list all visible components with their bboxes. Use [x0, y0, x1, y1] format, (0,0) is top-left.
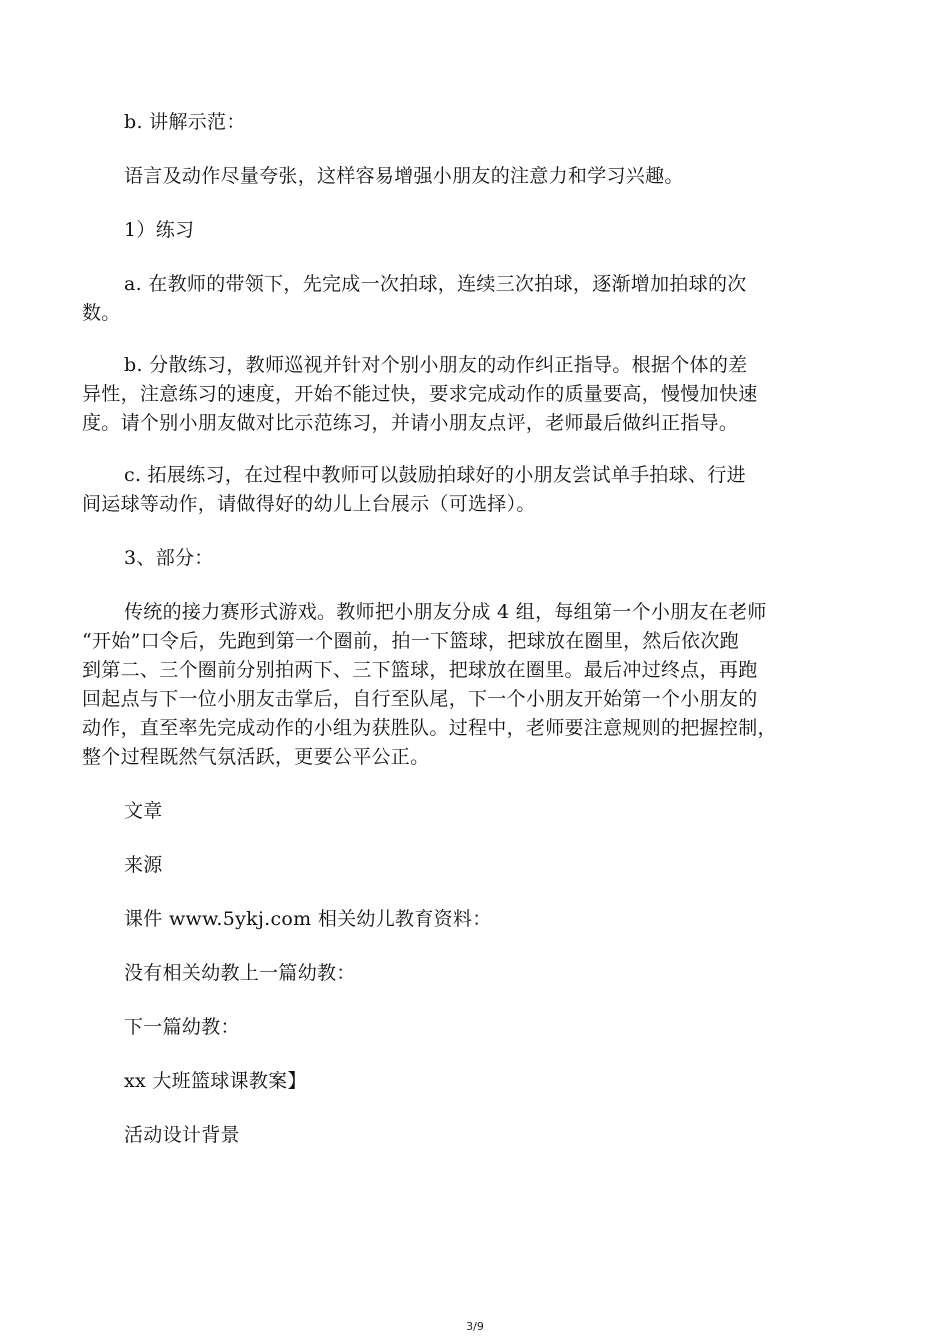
- paragraph-line: 活动设计背景: [124, 1124, 240, 1146]
- paragraph-line: 没有相关幼教上一篇幼教：: [124, 962, 356, 984]
- paragraph-line: 语言及动作尽量夸张，这样容易增强小朋友的注意力和学习兴趣。: [124, 165, 684, 187]
- paragraph-line: 异性，注意练习的速度，开始不能过快，要求完成动作的质量要高，慢慢加快速: [82, 383, 758, 405]
- section-heading-practice: 1）练习: [124, 219, 195, 241]
- paragraph-line: 下一篇幼教：: [124, 1016, 240, 1038]
- paragraph-line: 来源: [124, 854, 163, 876]
- paragraph-line: c. 拓展练习，在过程中教师可以鼓励拍球好的小朋友尝试单手拍球、行进: [124, 464, 746, 486]
- paragraph-line: 到第二、三个圈前分别拍两下、三下篮球，把球放在圈里。最后冲过终点，再跑: [82, 659, 758, 681]
- paragraph-line: xx 大班篮球课教案】: [124, 1070, 307, 1092]
- paragraph-line: 整个过程既然气氛活跃，更要公平公正。: [82, 746, 430, 768]
- page-number: 3/9: [466, 1320, 484, 1333]
- paragraph-line: 度。请个别小朋友做对比示范练习，并请小朋友点评，老师最后做纠正指导。: [82, 412, 739, 434]
- paragraph-line: a. 在教师的带领下，先完成一次拍球，连续三次拍球，逐渐增加拍球的次: [124, 273, 747, 295]
- document-body: [82, 108, 862, 1150]
- paragraph-line: 动作，直至率先完成动作的小组为获胜队。过程中，老师要注意规则的把握控制，: [82, 717, 777, 739]
- paragraph-line: 文章: [124, 800, 163, 822]
- paragraph-line: 回起点与下一位小朋友击掌后，自行至队尾，下一个小朋友开始第一个小朋友的: [82, 688, 758, 710]
- paragraph-line: 间运球等动作，请做得好的幼儿上台展示（可选择）。: [82, 493, 536, 515]
- paragraph-line: “开始”口令后，先跑到第一个圈前，拍一下篮球，把球放在圈里，然后依次跑: [82, 630, 739, 652]
- section-heading-part: 3、部分：: [124, 547, 214, 569]
- paragraph-line: b. 分散练习，教师巡视并针对个别小朋友的动作纠正指导。根据个体的差: [124, 354, 748, 376]
- section-heading-demonstration: b. 讲解示范：: [124, 111, 246, 133]
- paragraph-line: 课件 www.5ykj.com 相关幼儿教育资料：: [124, 908, 492, 930]
- paragraph-line: 传统的接力赛形式游戏。教师把小朋友分成 4 组，每组第一个小朋友在老师: [124, 601, 767, 623]
- paragraph-line: 数。: [82, 302, 121, 324]
